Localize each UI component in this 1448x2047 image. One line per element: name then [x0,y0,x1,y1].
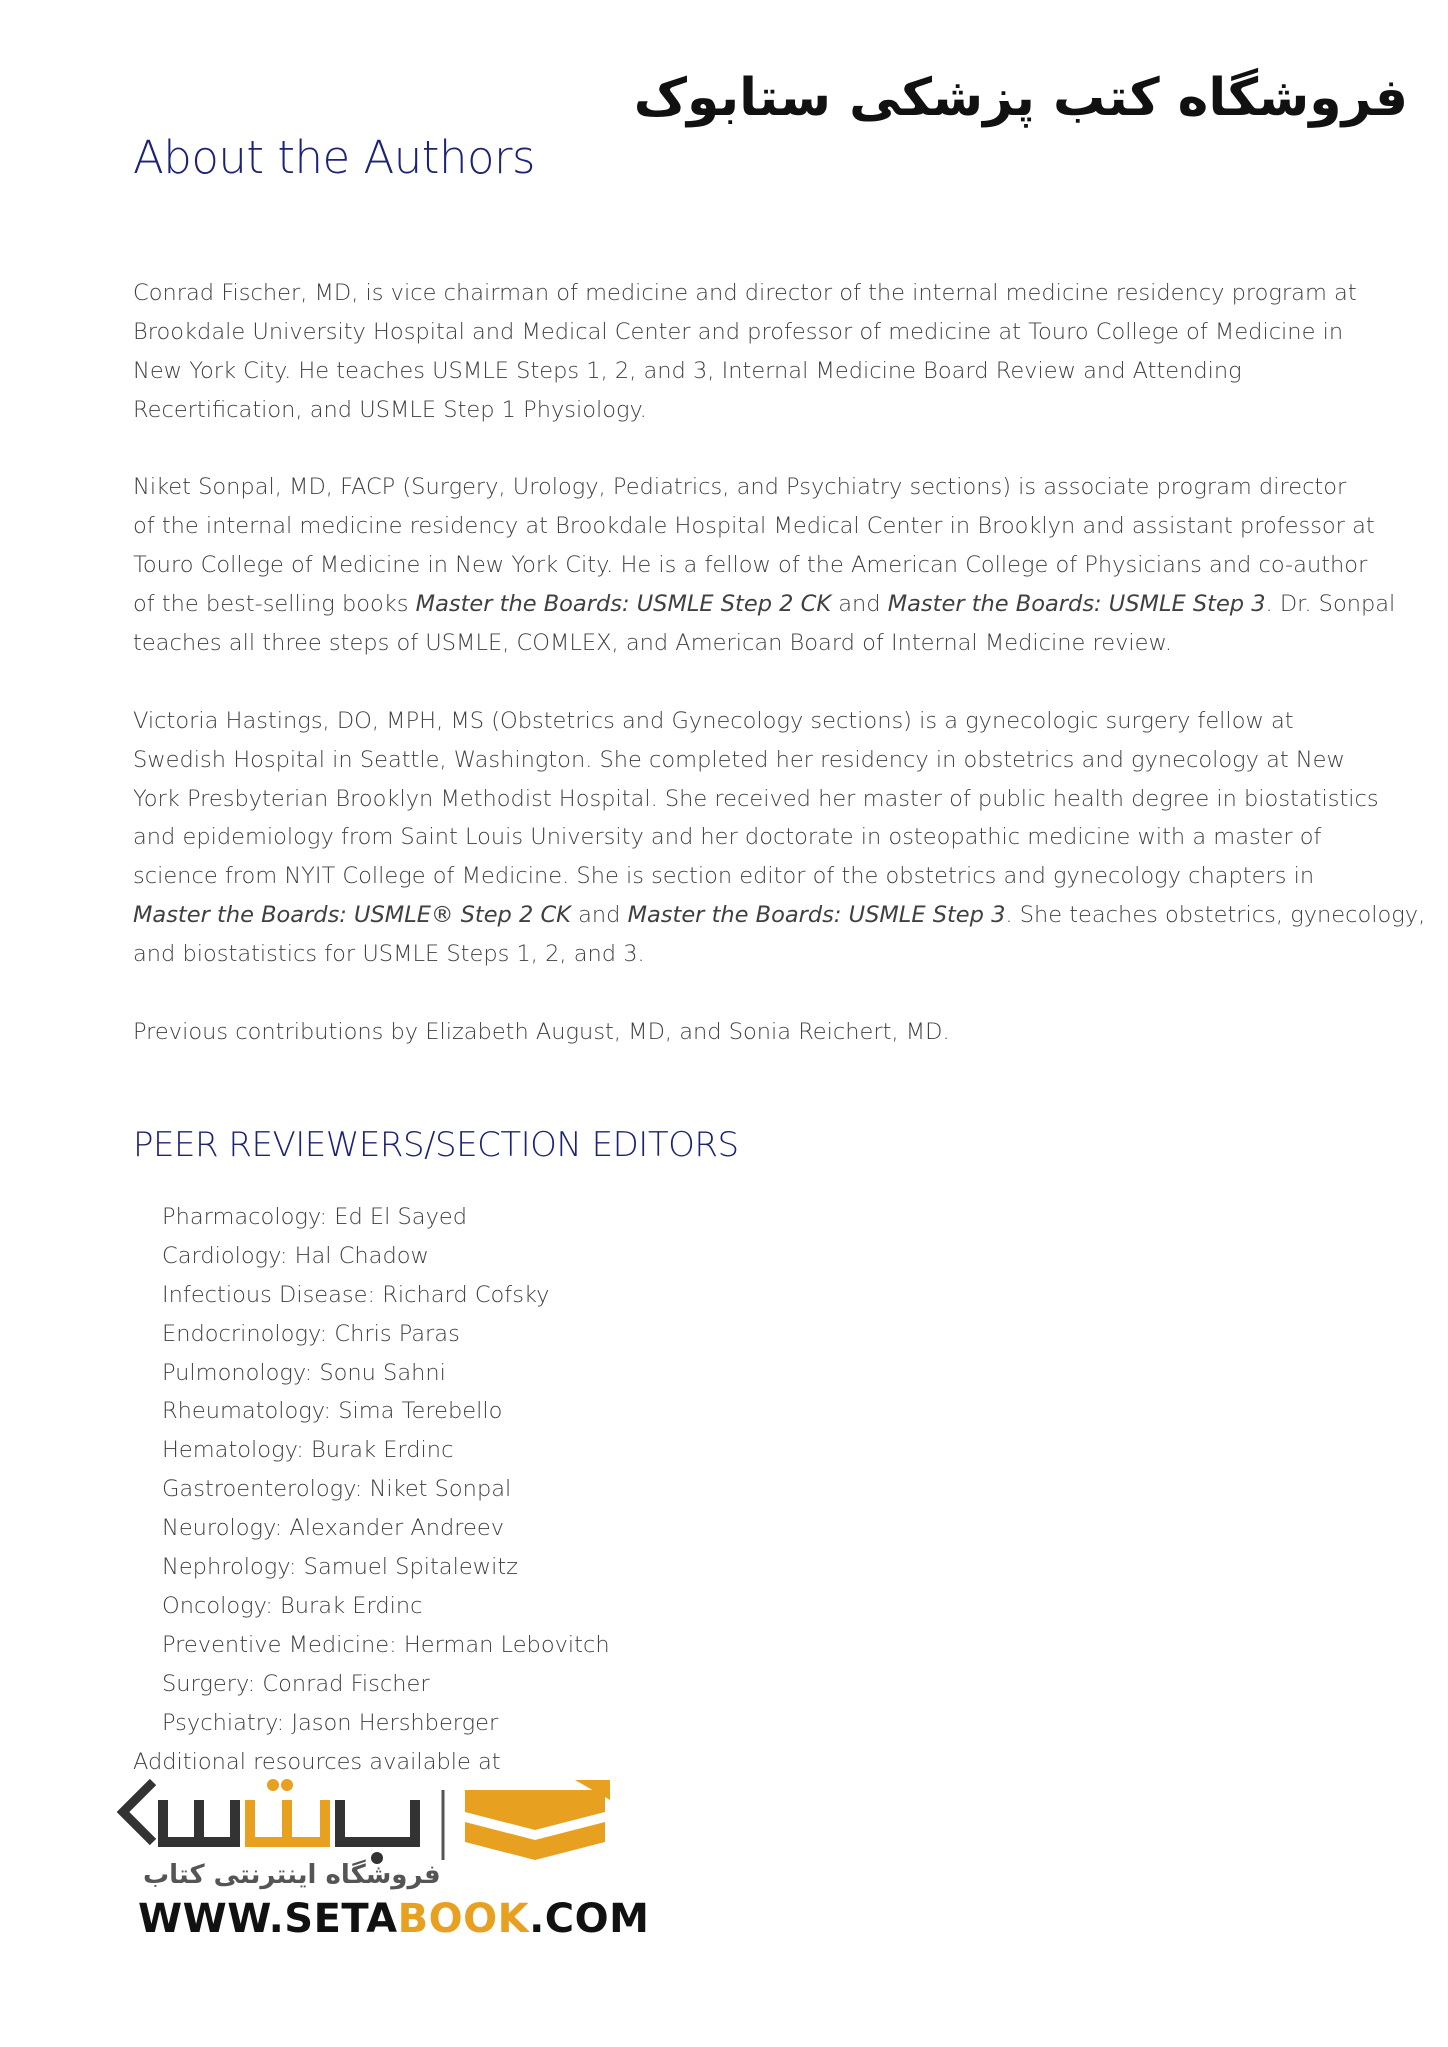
reviewer-item: Cardiology: Hal Chadow [162,1242,429,1269]
site-url-accent: BOOK [397,1896,530,1942]
author-bios [133,274,1426,1052]
bio-text: science from NYIT College of Medicine. She is section editor of the obstetrics and gynecology chapters in [133,863,1315,890]
bio-line [133,391,1333,430]
bio-text: teaches all three steps of USMLE, COMLEX, and American Board of Internal Medicine review. [133,630,1172,657]
reviewer-item: Pulmonology: Sonu Sahni [162,1359,446,1386]
reviewer-item: Surgery: Conrad Fischer [162,1670,430,1697]
book-title: Master the Boards: USMLE Step 2 CK [415,591,832,618]
bio-text: and [570,902,628,929]
reviewer-item: Preventive Medicine: Herman Lebovitch [162,1631,610,1658]
bio-line [133,352,1333,391]
bio-line [133,624,1333,663]
logo-subtitle: فروشگاه اینترنتی کتاب [143,1860,441,1890]
bio-line [133,274,1357,313]
bio-text: Victoria Hastings, DO, MPH, MS (Obstetrics and Gynecology sections) is a gynecologic surgery fellow at [133,707,1294,734]
bio-text: of the best-selling books [133,591,416,618]
bio-text: of the internal medicine residency at Brookdale Hospital Medical Center in Brooklyn and assistant professor at [133,513,1375,540]
reviewer-item: Nephrology: Samuel Spitalewitz [162,1554,518,1581]
reviewer-item: Endocrinology: Chris Paras [162,1320,460,1347]
bio-line [133,585,1396,624]
paragraph-gap [133,430,1333,469]
reviewer-item: Infectious Disease: Richard Cofsky [162,1281,550,1308]
bio-text: New York City. He teaches USMLE Steps 1, 2, and 3, Internal Medicine Board Review and Attending [133,357,1242,384]
reviewer-list [162,1198,610,1742]
author-bio-paragraph [133,468,1396,662]
bio-line [133,857,1333,896]
paragraph-gap [133,663,1333,702]
bio-text: and epidemiology from Saint Louis University and her doctorate in osteopathic medicine with a master of [133,824,1322,851]
author-bio-paragraph [133,702,1426,974]
watermark-top-text: فروشگاه کتب پزشکی ستابوک [633,68,1408,128]
book-title: Master the Boards: USMLE Step 3 [887,591,1266,618]
bio-line [133,1013,1333,1052]
setabook-logo [115,1760,620,1910]
setabook-logo-graphic [115,1760,620,1870]
reviewer-item: Rheumatology: Sima Terebello [162,1398,503,1425]
reviewers-heading: PEER REVIEWERS/SECTION EDITORS [133,1125,739,1165]
bio-text: Recertification, and USMLE Step 1 Physiology. [133,396,647,423]
bio-line [133,896,1426,935]
bio-text: Swedish Hospital in Seattle, Washington. She completed her residency in obstetrics and gynecology at New [133,746,1345,773]
bio-text: and biostatistics for USMLE Steps 1, 2, and 3. [133,941,645,968]
reviewer-item: Pharmacology: Ed El Sayed [162,1204,468,1230]
bio-line [133,546,1368,585]
bio-text: Touro College of Medicine in New York City. He is a fellow of the American College of Physicians and co-author [133,552,1368,579]
bio-text: . Dr. Sonpal [1265,591,1396,618]
bio-line [133,702,1333,741]
page-title: About the Authors [133,131,535,184]
bio-line [133,507,1375,546]
bio-text: Previous contributions by Elizabeth August, MD, and Sonia Reichert, MD. [133,1018,950,1045]
bio-line [133,741,1345,780]
bio-line [133,818,1333,857]
author-bio-paragraph [133,1013,1333,1052]
additional-resources-text: Additional resources available at [133,1749,501,1775]
bio-text: and [831,591,888,618]
site-url-suffix: .COM [529,1896,650,1942]
bio-line [133,935,1333,974]
bio-text: . She teaches obstetrics, gynecology, [1005,902,1426,929]
reviewer-item: Hematology: Burak Erdinc [162,1437,454,1464]
reviewer-item: Gastroenterology: Niket Sonpal [162,1476,512,1503]
book-title: Master the Boards: USMLE® Step 2 CK [133,902,571,929]
site-url [138,1896,649,1942]
author-bio-paragraph [133,274,1357,430]
bio-text: York Presbyterian Brooklyn Methodist Hospital. She received her master of public health degree in biostatistics [133,785,1379,812]
reviewer-item: Neurology: Alexander Andreev [162,1515,505,1542]
bio-text: Brookdale University Hospital and Medical Center and professor of medicine at Touro College of Medicine in [133,318,1344,345]
reviewer-item: Psychiatry: Jason Hershberger [162,1709,499,1736]
bio-text: Niket Sonpal, MD, FACP (Surgery, Urology, Pediatrics, and Psychiatry sections) is associate program director [133,474,1347,501]
bio-line [133,313,1344,352]
book-title: Master the Boards: USMLE Step 3 [627,902,1006,929]
site-url-prefix: WWW.SETA [138,1896,398,1942]
bio-line [133,780,1379,819]
bio-text: Conrad Fischer, MD, is vice chairman of medicine and director of the internal medicine residency program at [133,280,1357,306]
bio-line [133,468,1347,507]
reviewer-item: Oncology: Burak Erdinc [162,1592,423,1619]
paragraph-gap [133,974,1333,1013]
